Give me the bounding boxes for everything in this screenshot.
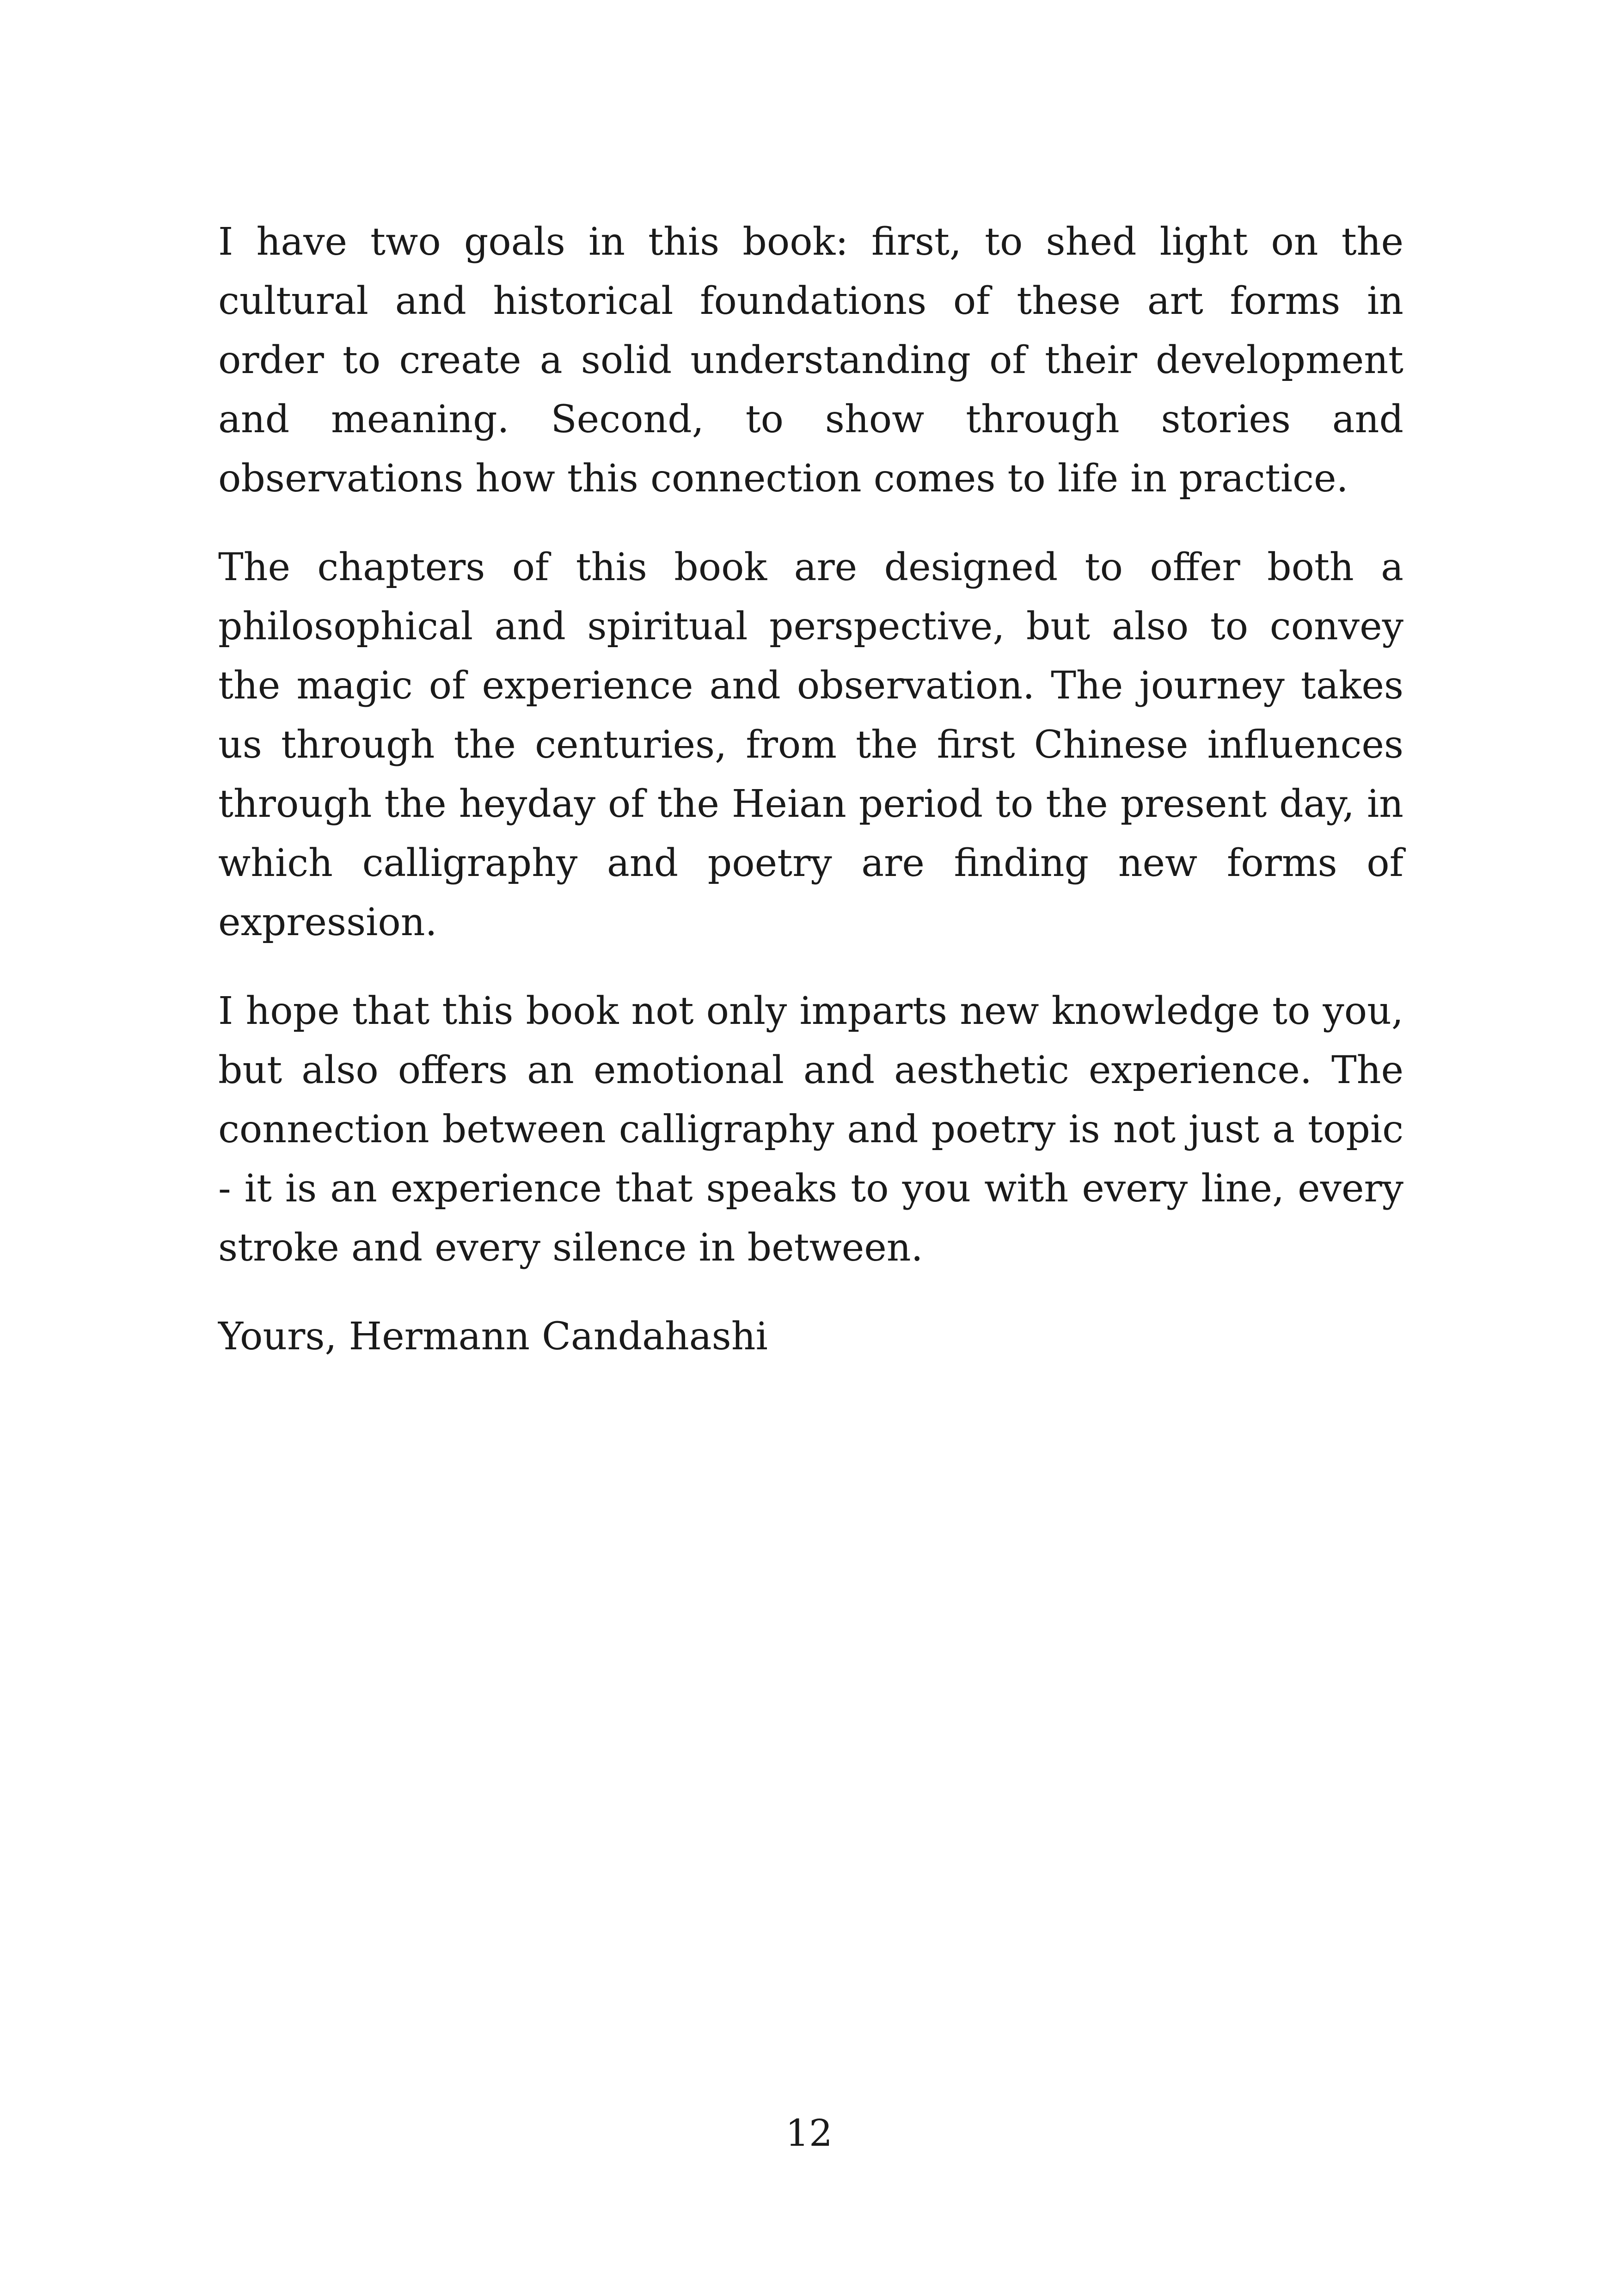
signature: Yours, Hermann Candahashi (218, 1315, 768, 1359)
paragraph-hope: I hope that this book not only imparts new knowledge to you, but also offers an emotional and aesthetic experience. The connection between calligraphy and poetry is not just a topic - it is an experience that speaks to you with every line, every stroke and every silence in between. (218, 989, 1403, 1270)
body-text (218, 213, 1403, 1396)
page-number: 12 (785, 2112, 833, 2155)
paragraph-chapters: The chapters of this book are designed to offer both a philosophical and spiritual perspective, but also to convey the magic of experience and observation. The journey takes us through the centuries, from the first Chinese influences through the heyday of the Heian period to the present day, in which calligraphy and poetry are finding new forms of expression. (218, 545, 1403, 944)
paragraph-goals: I have two goals in this book: first, to shed light on the cultural and historical foundations of these art forms in order to create a solid understanding of their development and meaning. Second, to show through stories and observations how this connection comes to life in practice. (218, 220, 1403, 501)
